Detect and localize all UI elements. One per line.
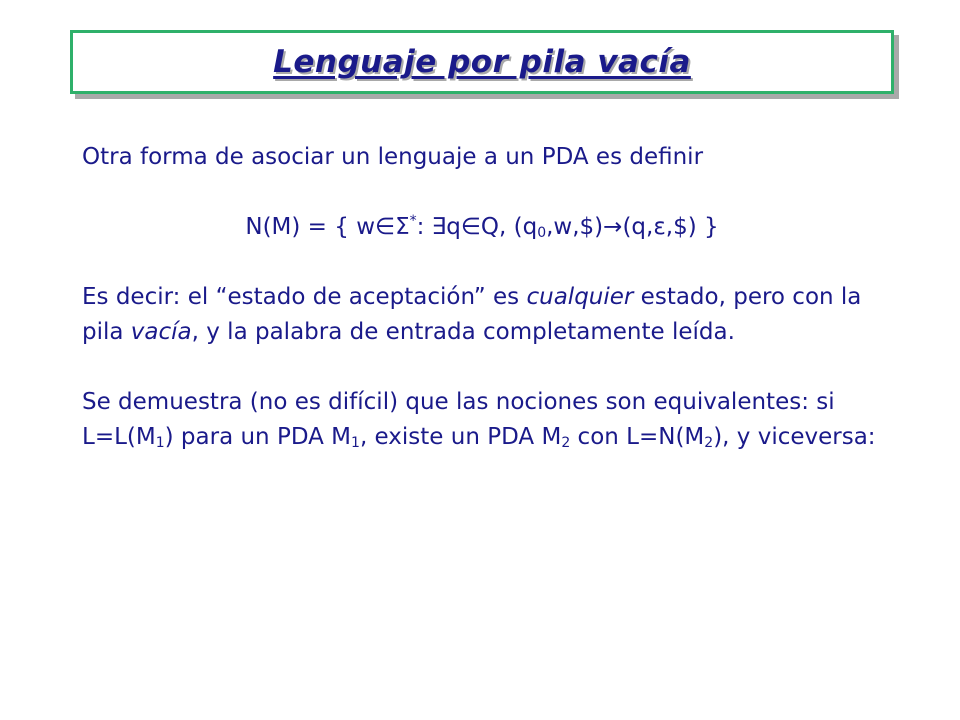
subscript: 2 (704, 435, 714, 451)
subscript: 1 (155, 435, 165, 451)
text-run: estado, pero con la pila (82, 284, 862, 345)
text-run: con L=N(M (570, 424, 705, 450)
slide-content (82, 140, 882, 455)
sigma-symbol: Σ (395, 214, 410, 240)
formula-part: (q, (622, 214, 654, 240)
subscript: 2 (561, 435, 571, 451)
title-box (70, 30, 894, 94)
formula-part: : (416, 214, 432, 240)
element-of-symbol: ∈ (375, 214, 396, 240)
paragraph-intro: Otra forma de asociar un lenguaje a un PDA es definir (82, 144, 704, 170)
formula-part: Q, (q (480, 214, 538, 240)
text-run: Se demuestra (no es difícil) que las nociones son equivalentes: si L=L(M (82, 389, 835, 450)
paragraph-equivalence (82, 385, 882, 455)
element-of-symbol: ∈ (460, 214, 481, 240)
text-run: , y la palabra de entrada completamente leída. (191, 319, 735, 345)
epsilon-symbol: ε (653, 214, 666, 240)
formula-empty-stack-language (82, 210, 882, 245)
kleene-star: * (409, 213, 417, 229)
slide-title: Lenguaje por pila vacía (273, 44, 691, 80)
formula-part: q (446, 214, 461, 240)
text-run: , existe un PDA M (359, 424, 562, 450)
formula-part: ,$) } (665, 214, 719, 240)
text-run: Es decir: el “estado de aceptación” es (82, 284, 527, 310)
text-run: ) para un PDA M (164, 424, 352, 450)
paragraph-meaning (82, 280, 882, 350)
text-run: ), y viceversa: (713, 424, 876, 450)
formula-part: N(M) = { w (245, 214, 376, 240)
subscript: 0 (537, 225, 547, 241)
formula-part: ,w,$) (546, 214, 604, 240)
subscript: 1 (351, 435, 360, 451)
exists-symbol: ∃ (431, 214, 447, 240)
emphasis-text: vacía (130, 319, 192, 345)
arrow-symbol: → (603, 214, 623, 240)
emphasis-text: cualquier (526, 284, 634, 310)
